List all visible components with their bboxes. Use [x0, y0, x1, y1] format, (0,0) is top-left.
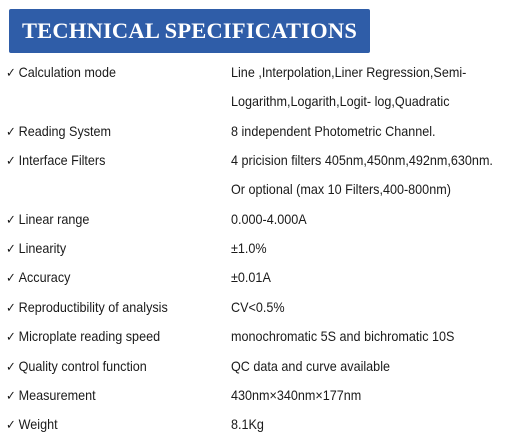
spec-label-reading-system: ✓ Reading System — [6, 121, 111, 141]
check-icon: ✓ — [6, 300, 16, 315]
check-icon: ✓ — [6, 359, 16, 374]
check-icon: ✓ — [6, 417, 16, 432]
check-icon: ✓ — [6, 124, 16, 139]
spec-value-interface-filters-line-1: 4 pricision filters 405nm,450nm,492nm,630nm. — [231, 152, 493, 168]
spec-value-interface-filters-line-2: Or optional (max 10 Filters,400-800nm) — [231, 181, 451, 197]
check-icon: ✓ — [6, 329, 16, 344]
spec-label-linear-range: ✓ Linear range — [6, 209, 89, 229]
spec-value-reproductibility: CV<0.5% — [231, 299, 285, 315]
spec-label-microplate-reading-speed: ✓ Microplate reading speed — [6, 326, 160, 346]
spec-label-reproductibility: ✓ Reproductibility of analysis — [6, 297, 168, 317]
spec-value-microplate-reading-speed: monochromatic 5S and bichromatic 10S — [231, 328, 455, 344]
check-icon: ✓ — [6, 270, 16, 285]
spec-label-calculation-mode: ✓ Calculation mode — [6, 62, 116, 82]
check-icon: ✓ — [6, 153, 16, 168]
spec-value-linearity: ±1.0% — [231, 240, 267, 256]
check-icon: ✓ — [6, 241, 16, 256]
spec-value-weight: 8.1Kg — [231, 416, 264, 432]
spec-value-calculation-mode-line-2: Logarithm,Logarith,Logit- log,Quadratic — [231, 93, 450, 109]
check-icon: ✓ — [6, 212, 16, 227]
spec-label-linearity: ✓ Linearity — [6, 238, 66, 258]
spec-label-quality-control: ✓ Quality control function — [6, 356, 147, 376]
spec-value-quality-control: QC data and curve available — [231, 358, 391, 374]
spec-label-weight: ✓ Weight — [6, 414, 58, 434]
spec-value-accuracy: ±0.01A — [231, 269, 271, 285]
spec-label-measurement: ✓ Measurement — [6, 385, 96, 405]
spec-label-accuracy: ✓ Accuracy — [6, 267, 70, 287]
check-icon: ✓ — [6, 388, 16, 403]
page-title: TECHNICAL SPECIFICATIONS — [21, 18, 358, 43]
spec-value-linear-range: 0.000-4.000A — [231, 211, 307, 227]
spec-label-interface-filters: ✓ Interface Filters — [6, 150, 105, 170]
spec-value-calculation-mode-line-1: Line ,Interpolation,Liner Regression,Semi- — [231, 64, 467, 80]
check-icon: ✓ — [6, 65, 16, 80]
spec-value-reading-system: 8 independent Photometric Channel. — [231, 123, 436, 139]
spec-value-measurement: 430nm×340nm×177nm — [231, 387, 362, 403]
